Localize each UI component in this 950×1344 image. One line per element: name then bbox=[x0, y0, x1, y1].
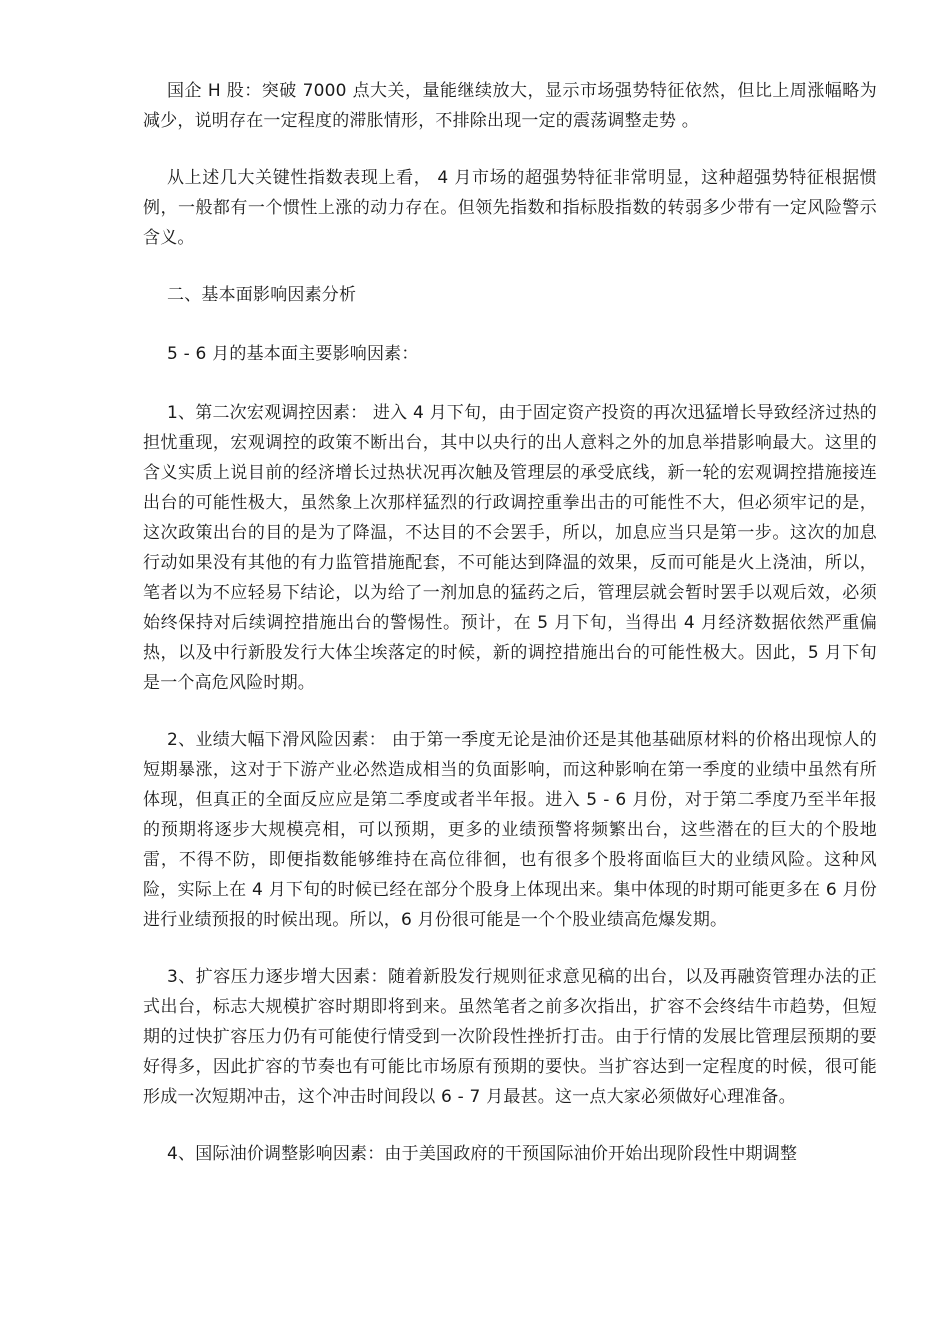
paragraph-h-shares: 国企 H 股：突破 7000 点大关，量能继续放大，显示市场强势特征依然，但比上周涨幅略为减少，说明存在一定程度的滞胀情形，不排除出现一定的震荡调整走势 。 bbox=[143, 81, 877, 131]
document-body bbox=[143, 76, 877, 1196]
paragraph-index-summary: 从上述几大关键性指数表现上看， 4 月市场的超强势特征非常明显，这种超强势特征根据惯例，一般都有一个惯性上涨的动力存在。但领先指数和指标股指数的转弱多少带有一定风险警示含义。 bbox=[143, 168, 877, 248]
paragraph-factor-2-earnings-risk: 2、业绩大幅下滑风险因素： 由于第一季度无论是油价还是其他基础原材料的价格出现惊人的短期暴涨，这对于下游产业必然造成相当的负面影响，而这种影响在第一季度的业绩中虽然有所体现，但真正的全面反应应是第二季度或者半年报。进入 5 - 6 月份，对于第二季度乃至半年报的预期将逐步大规模亮相，可以预期，更多的业绩预警将频繁出台，这些潜在的巨大的个股地雷，不得不防，即便指数能够维持在高位徘徊，也有很多个股将面临巨大的业绩风险。这种风险，实际上在 4 月下旬的时候已经在部分个股身上体现出来。集中体现的时期可能更多在 6 月份进行业绩预报的时候出现。所以，6 月份很可能是一个个股业绩高危爆发期。 bbox=[143, 730, 877, 930]
section-heading-fundamentals: 二、基本面影响因素分析 bbox=[167, 285, 357, 305]
paragraph-factor-3-expansion-pressure: 3、扩容压力逐步增大因素：随着新股发行规则征求意见稿的出台，以及再融资管理办法的正式出台，标志大规模扩容时期即将到来。虽然笔者之前多次指出，扩容不会终结牛市趋势，但短期的过快扩容压力仍有可能使行情受到一次阶段性挫折打击。由于行情的发展比管理层预期的要好得多，因此扩容的节奏也有可能比市场原有预期的要快。当扩容达到一定程度的时候，很可能形成一次短期冲击，这个冲击时间段以 6 - 7 月最甚。这一点大家必须做好心理准备。 bbox=[143, 967, 877, 1107]
paragraph-factor-1-macro-control: 1、第二次宏观调控因素： 进入 4 月下旬，由于固定资产投资的再次迅猛增长导致经济过热的担忧重现，宏观调控的政策不断出台，其中以央行的出人意料之外的加息举措影响最大。这里的含义实质上说目前的经济增长过热状况再次触及管理层的承受底线，新一轮的宏观调控措施接连出台的可能性极大，虽然象上次那样猛烈的行政调控重拳出击的可能性不大，但必须牢记的是，这次政策出台的目的是为了降温，不达目的不会罢手，所以，加息应当只是第一步。这次的加息行动如果没有其他的有力监管措施配套，不可能达到降温的效果，反而可能是火上浇油，所以，笔者以为不应轻易下结论，以为给了一剂加息的猛药之后，管理层就会暂时罢手以观后效，必须始终保持对后续调控措施出台的警惕性。预计，在 5 月下旬，当得出 4 月经济数据依然严重偏热，以及中行新股发行大体尘埃落定的时候，新的调控措施出台的可能性极大。因此，5 月下旬是一个高危风险时期。 bbox=[143, 403, 877, 693]
paragraph-factor-4-oil-price: 4、国际油价调整影响因素：由于美国政府的干预国际油价开始出现阶段性中期调整 bbox=[167, 1144, 798, 1164]
subheading-may-june-factors: 5 - 6 月的基本面主要影响因素： bbox=[167, 344, 419, 364]
